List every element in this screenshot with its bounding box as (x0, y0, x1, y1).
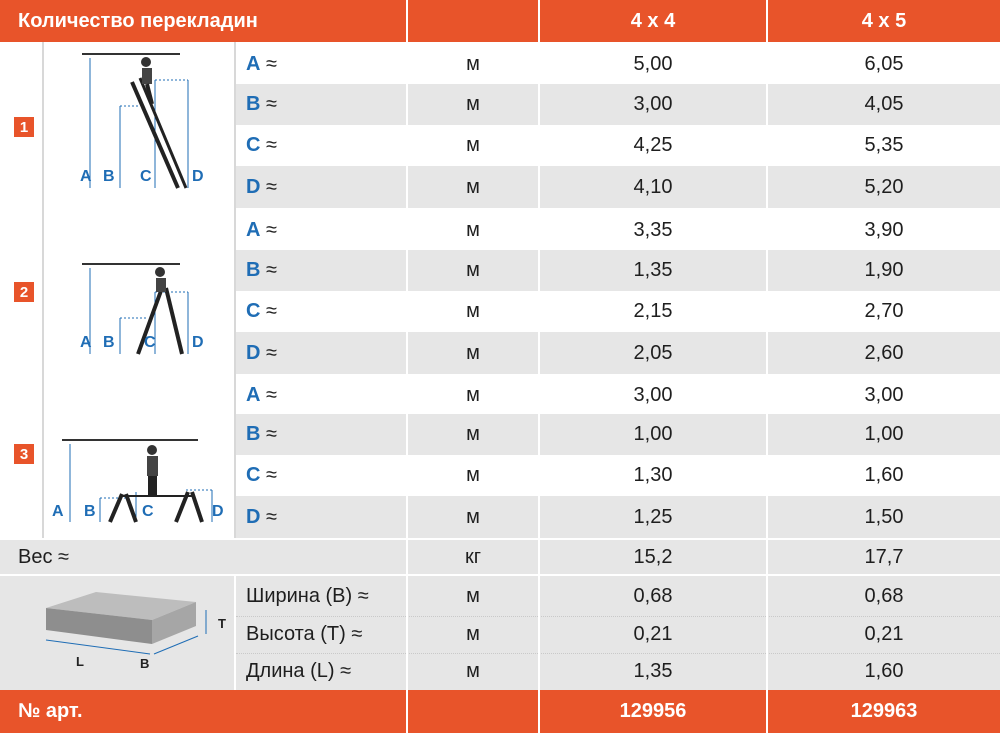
table-row (236, 496, 1000, 538)
unit-cell: м (466, 218, 480, 241)
ladder-diagram-3 (46, 378, 236, 536)
value-4x4: 1,35 (633, 259, 673, 281)
section-divider (0, 374, 1000, 376)
value-4x5: 1,00 (864, 423, 904, 445)
table-row (236, 414, 1000, 455)
section-number: 3 (14, 444, 34, 464)
value-4x4: 1,30 (633, 464, 673, 486)
header-divider (406, 0, 408, 42)
package-label-t: T (218, 616, 226, 631)
approx-sign: ≈ (266, 300, 277, 322)
ladder-diagram-2 (50, 212, 236, 370)
weight-row (0, 540, 1000, 574)
column-divider (406, 42, 408, 690)
unit-cell: кг (464, 545, 482, 568)
approx-sign: ≈ (266, 464, 277, 486)
value-4x5: 0,21 (864, 623, 904, 645)
column-divider (42, 42, 44, 538)
article-4x5: 129963 (850, 700, 918, 722)
dim-label: A (246, 383, 261, 406)
approx-sign: ≈ (266, 423, 277, 445)
dim-label: B (246, 93, 261, 115)
approx-sign: ≈ (266, 52, 277, 75)
value-4x4: 1,25 (633, 505, 673, 528)
section-number: 2 (14, 282, 34, 302)
value-4x4: 0,68 (633, 584, 673, 607)
value-4x4: 2,05 (633, 341, 673, 364)
column-divider (234, 576, 236, 690)
diagram-label-c: C (140, 168, 152, 185)
value-4x4: 2,15 (633, 300, 673, 322)
column-divider (538, 42, 540, 690)
unit-cell: м (466, 300, 480, 322)
section-divider (0, 538, 1000, 540)
value-4x4: 5,00 (633, 52, 673, 75)
dim-label: D (246, 341, 261, 364)
unit-cell: м (466, 52, 480, 75)
approx-sign: ≈ (266, 259, 277, 281)
ladder-diagram-1 (50, 46, 236, 204)
table-row (236, 332, 1000, 374)
diagram-label-b: B (84, 503, 96, 520)
footer-divider (538, 690, 540, 733)
table-row (236, 250, 1000, 291)
value-4x5: 1,90 (864, 259, 904, 281)
table-row (236, 616, 1000, 653)
header-col-4x5: 4 x 5 (861, 9, 907, 32)
header-col-4x4: 4 x 4 (630, 9, 676, 32)
dim-label: C (246, 300, 261, 322)
value-4x5: 5,20 (864, 175, 904, 198)
diagram-label-b: B (103, 168, 115, 185)
unit-cell: м (466, 584, 480, 607)
table-row (236, 84, 1000, 125)
unit-cell: м (466, 259, 480, 281)
dim-label: D (246, 505, 261, 528)
value-4x4: 15,2 (633, 545, 673, 568)
diagram-label-a: A (80, 168, 92, 185)
diagram-label-c: C (142, 503, 154, 520)
dim-label: B (246, 423, 261, 445)
unit-cell: м (466, 383, 480, 406)
approx-sign: ≈ (266, 134, 277, 156)
dim-label: C (246, 464, 261, 486)
dim-label: A (246, 218, 261, 241)
diagram-label-d: D (192, 334, 204, 351)
dim-label: D (246, 175, 261, 198)
article-number-label: № арт. (18, 700, 83, 722)
value-4x5: 5,35 (864, 134, 904, 156)
package-label-l: L (76, 654, 84, 669)
header-divider (538, 0, 540, 42)
value-4x5: 0,68 (864, 584, 904, 607)
value-4x5: 1,50 (864, 505, 904, 528)
package-box-diagram (36, 584, 232, 684)
section-number: 1 (14, 117, 34, 137)
value-4x5: 17,7 (864, 545, 904, 568)
unit-cell: м (466, 464, 480, 486)
value-4x4: 3,00 (633, 93, 673, 115)
table-footer (0, 690, 1000, 733)
package-label: Длина (L) ≈ (246, 660, 352, 682)
value-4x4: 3,35 (633, 218, 673, 241)
unit-cell: м (466, 660, 480, 682)
diagram-label-d: D (212, 503, 224, 520)
header-divider (766, 0, 768, 42)
value-4x4: 1,35 (633, 660, 673, 682)
dim-label: A (246, 52, 261, 75)
unit-cell: м (466, 623, 480, 645)
diagram-label-d: D (192, 168, 204, 185)
value-4x4: 4,25 (633, 134, 673, 156)
unit-cell: м (466, 175, 480, 198)
footer-divider (766, 690, 768, 733)
header-title: Количество перекладин (18, 9, 258, 32)
unit-cell: м (466, 423, 480, 445)
footer-divider (406, 690, 408, 733)
unit-cell: м (466, 505, 480, 528)
approx-sign: ≈ (266, 93, 277, 115)
unit-cell: м (466, 134, 480, 156)
value-4x5: 2,70 (864, 300, 904, 322)
value-4x5: 1,60 (864, 660, 904, 682)
value-4x5: 4,05 (864, 93, 904, 115)
approx-sign: ≈ (266, 505, 277, 528)
unit-cell: м (466, 93, 480, 115)
value-4x4: 1,00 (633, 423, 673, 445)
diagram-label-c: C (144, 334, 156, 351)
table-row (236, 653, 1000, 690)
value-4x4: 3,00 (633, 383, 673, 406)
value-4x5: 6,05 (864, 52, 904, 75)
dim-label: B (246, 259, 261, 281)
section-divider (0, 574, 1000, 576)
value-4x5: 3,00 (864, 383, 904, 406)
diagram-label-a: A (80, 334, 92, 351)
section-divider (0, 208, 1000, 210)
column-divider (766, 42, 768, 690)
approx-sign: ≈ (266, 383, 277, 406)
value-4x4: 4,10 (633, 175, 673, 198)
column-divider (234, 42, 236, 538)
approx-sign: ≈ (266, 341, 277, 364)
weight-label: Вес ≈ (18, 545, 69, 568)
diagram-label-b: B (103, 334, 115, 351)
package-label-b: B (140, 656, 150, 671)
value-4x5: 1,60 (864, 464, 904, 486)
value-4x5: 3,90 (864, 218, 904, 241)
table-row (236, 166, 1000, 208)
package-label: Ширина (B) ≈ (246, 584, 369, 607)
approx-sign: ≈ (266, 218, 277, 241)
diagram-label-a: A (52, 503, 64, 520)
value-4x4: 0,21 (633, 623, 673, 645)
dim-label: C (246, 134, 261, 156)
approx-sign: ≈ (266, 175, 277, 198)
package-label: Высота (T) ≈ (246, 623, 363, 645)
value-4x5: 2,60 (864, 341, 904, 364)
table-row (236, 576, 1000, 616)
article-4x4: 129956 (619, 700, 687, 722)
table-header (0, 0, 1000, 42)
unit-cell: м (466, 341, 480, 364)
